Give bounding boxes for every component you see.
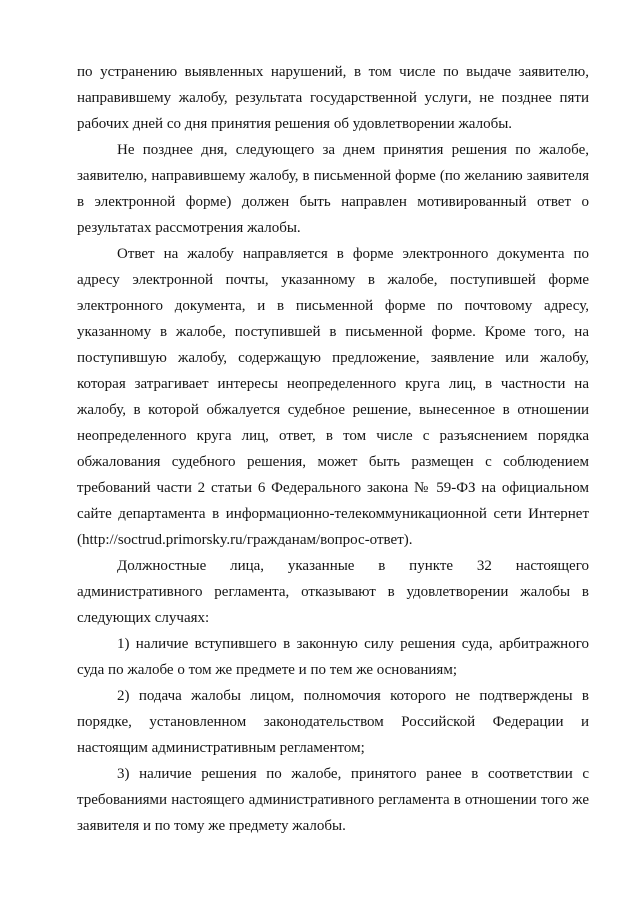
- paragraph-refusal-intro: [77, 553, 589, 631]
- text-line: 2) подача жалобы лицом, полномочия которого не подтверждены в: [117, 688, 589, 704]
- list-item-1: [77, 631, 589, 683]
- text-line: порядке, установленном законодательством Российской Федерации и: [77, 714, 589, 730]
- text-line: неопределенного круга лиц, ответ, в том числе с разъяснением порядка: [77, 428, 589, 444]
- text-line: результатах рассмотрения жалобы.: [77, 220, 301, 236]
- paragraph-continuation: [77, 59, 589, 137]
- text-line: указанному в жалобе, поступившей в письменной форме. Кроме того, на: [77, 324, 589, 340]
- text-line: Ответ на жалобу направляется в форме электронного документа по: [117, 246, 589, 262]
- paragraph-response-deadline: [77, 137, 589, 241]
- text-line: сайте департамента в информационно-телекоммуникационной сети Интернет: [77, 506, 589, 522]
- document-body: [77, 59, 589, 839]
- text-line: Должностные лица, указанные в пункте 32 настоящего: [117, 558, 589, 574]
- text-line: заявителя и по тому же предмету жалобы.: [77, 818, 346, 834]
- text-line: направившему жалобу, результата государственной услуги, не позднее пяти: [77, 90, 589, 106]
- text-line: 3) наличие решения по жалобе, принятого ранее в соответствии с: [117, 766, 589, 782]
- text-line: поступившую жалобу, содержащую предложение, заявление или жалобу,: [77, 350, 589, 366]
- text-line: следующих случаях:: [77, 610, 210, 626]
- text-line: Не позднее дня, следующего за днем принятия решения по жалобе,: [117, 142, 589, 158]
- text-line: административного регламента, отказывают в удовлетворении жалобы в: [77, 584, 589, 600]
- text-line: жалобу, в которой обжалуется судебное решение, вынесенное в отношении: [77, 402, 589, 418]
- text-line: которая затрагивает интересы неопределенного круга лиц, в частности на: [77, 376, 589, 392]
- text-line: адресу электронной почты, указанному в жалобе, поступившей форме: [77, 272, 589, 288]
- text-line-url: (http://soctrud.primorsky.ru/гражданам/вопрос-ответ).: [77, 532, 413, 548]
- text-line: настоящим административным регламентом;: [77, 740, 365, 756]
- list-item-3: [77, 761, 589, 839]
- text-line: обжалования судебного решения, может быть размещен с соблюдением: [77, 454, 589, 470]
- text-line: заявителю, направившему жалобу, в письменной форме (по желанию заявителя: [77, 168, 589, 184]
- text-line: требований части 2 статьи 6 Федерального закона № 59-ФЗ на официальном: [77, 480, 589, 496]
- list-item-2: [77, 683, 589, 761]
- text-line: в электронной форме) должен быть направлен мотивированный ответ о: [77, 194, 589, 210]
- paragraph-response-delivery: [77, 241, 589, 553]
- text-line: по устранению выявленных нарушений, в том числе по выдаче заявителю,: [77, 64, 589, 80]
- text-line: 1) наличие вступившего в законную силу решения суда, арбитражного: [117, 636, 589, 652]
- text-line: требованиями настоящего административного регламента в отношении того же: [77, 792, 589, 808]
- text-line: суда по жалобе о том же предмете и по тем же основаниям;: [77, 662, 457, 678]
- text-line: рабочих дней со дня принятия решения об удовлетворении жалобы.: [77, 116, 513, 132]
- text-line: электронного документа, и в письменной форме по почтовому адресу,: [77, 298, 589, 314]
